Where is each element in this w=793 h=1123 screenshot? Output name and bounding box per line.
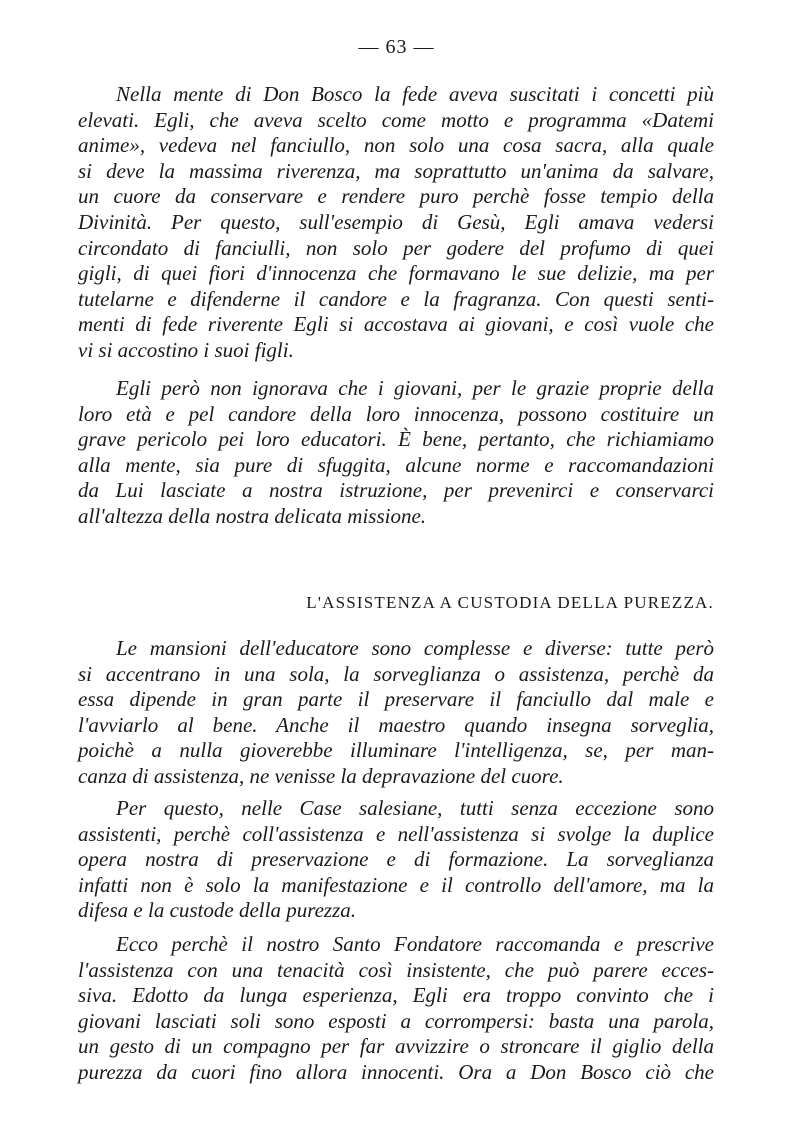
text-line: menti di fede riverente Egli si accostava ai giovani, e così vuole che [78,312,714,337]
text-line: difesa e la custode della purezza. [78,898,357,923]
text-line: si deve la massima riverenza, ma soprattutto un'anima da salvare, [78,158,714,183]
text-line: circondato di fanciulli, non solo per godere del profumo di quei [78,235,714,260]
text-line: vi si accostino i suoi figli. [78,337,294,362]
text-line: loro età e pel candore della loro innocenza, possono costituire un [78,401,714,426]
section-heading: L'ASSISTENZA A CUSTODIA DELLA PUREZZA. [306,593,714,612]
text-line: poichè a nulla gioverebbe illuminare l'intelligenza, se, per man- [78,738,714,763]
paragraph-4 [78,796,714,924]
text-line: Ecco perchè il nostro Santo Fondatore raccomanda e prescrive [116,932,714,956]
text-line: all'altezza della nostra delicata missione. [78,503,427,528]
text-line: l'assistenza con una tenacità così insistente, che può parere ecces- [78,957,714,982]
text-line: assistenti, perchè coll'assistenza e nell'assistenza si svolge la duplice [78,821,714,846]
page-number: — 63 — [358,36,435,58]
text-line: purezza da cuori fino allora innocenti. Ora a Don Bosco ciò che [78,1059,714,1084]
paragraph-5 [78,932,714,1086]
text-line: alla mente, sia pure di sfuggita, alcune norme e raccomandazioni [78,452,714,477]
text-line: gigli, di quei fiori d'innocenza che formavano le sue delizie, ma per [78,261,714,286]
text-line: Nella mente di Don Bosco la fede aveva suscitati i concetti più [116,82,714,106]
text-line: un gesto di un compagno per far avvizzire o stroncare il giglio della [78,1034,714,1059]
text-line: Divinità. Per questo, sull'esempio di Gesù, Egli amava vedersi [78,209,714,234]
text-line: opera nostra di preservazione e di formazione. La sorveglianza [78,847,714,872]
paragraph-1 [78,82,714,364]
text-line: un cuore da conservare e rendere puro perchè fosse tempio della [78,184,714,209]
text-line: Per questo, nelle Case salesiane, tutti senza eccezione sono [116,796,714,820]
text-line: l'avviarlo al bene. Anche il maestro quando insegna sorveglia, [78,712,714,737]
text-line: elevati. Egli, che aveva scelto come motto e programma «Datemi [78,107,714,132]
text-line: tutelarne e difenderne il candore e la fragranza. Con questi senti- [78,286,714,311]
text-line: grave pericolo pei loro educatori. È bene, pertanto, che richiamiamo [78,427,714,452]
text-line: canza di assistenza, ne venisse la depravazione del cuore. [78,763,564,788]
text-line: essa dipende in gran parte il preservare il fanciullo dal male e [78,687,714,712]
text-line: siva. Edotto da lunga esperienza, Egli era troppo convinto che i [78,983,714,1008]
text-line: da Lui lasciate a nostra istruzione, per prevenirci e conservarci [78,478,714,503]
text-line: anime», vedeva nel fanciullo, non solo una cosa sacra, alla quale [78,133,714,158]
text-line: infatti non è solo la manifestazione e il controllo dell'amore, ma la [78,872,714,897]
text-line: si accentrano in una sola, la sorveglianza o assistenza, perchè da [78,661,714,686]
text-line: Egli però non ignorava che i giovani, per le grazie proprie della [116,376,714,400]
paragraph-2 [78,376,714,530]
text-line: Le mansioni dell'educatore sono complesse e diverse: tutte però [116,636,714,660]
text-line: giovani lasciati soli sono esposti a corrompersi: basta una parola, [78,1008,714,1033]
paragraph-3 [78,636,714,790]
